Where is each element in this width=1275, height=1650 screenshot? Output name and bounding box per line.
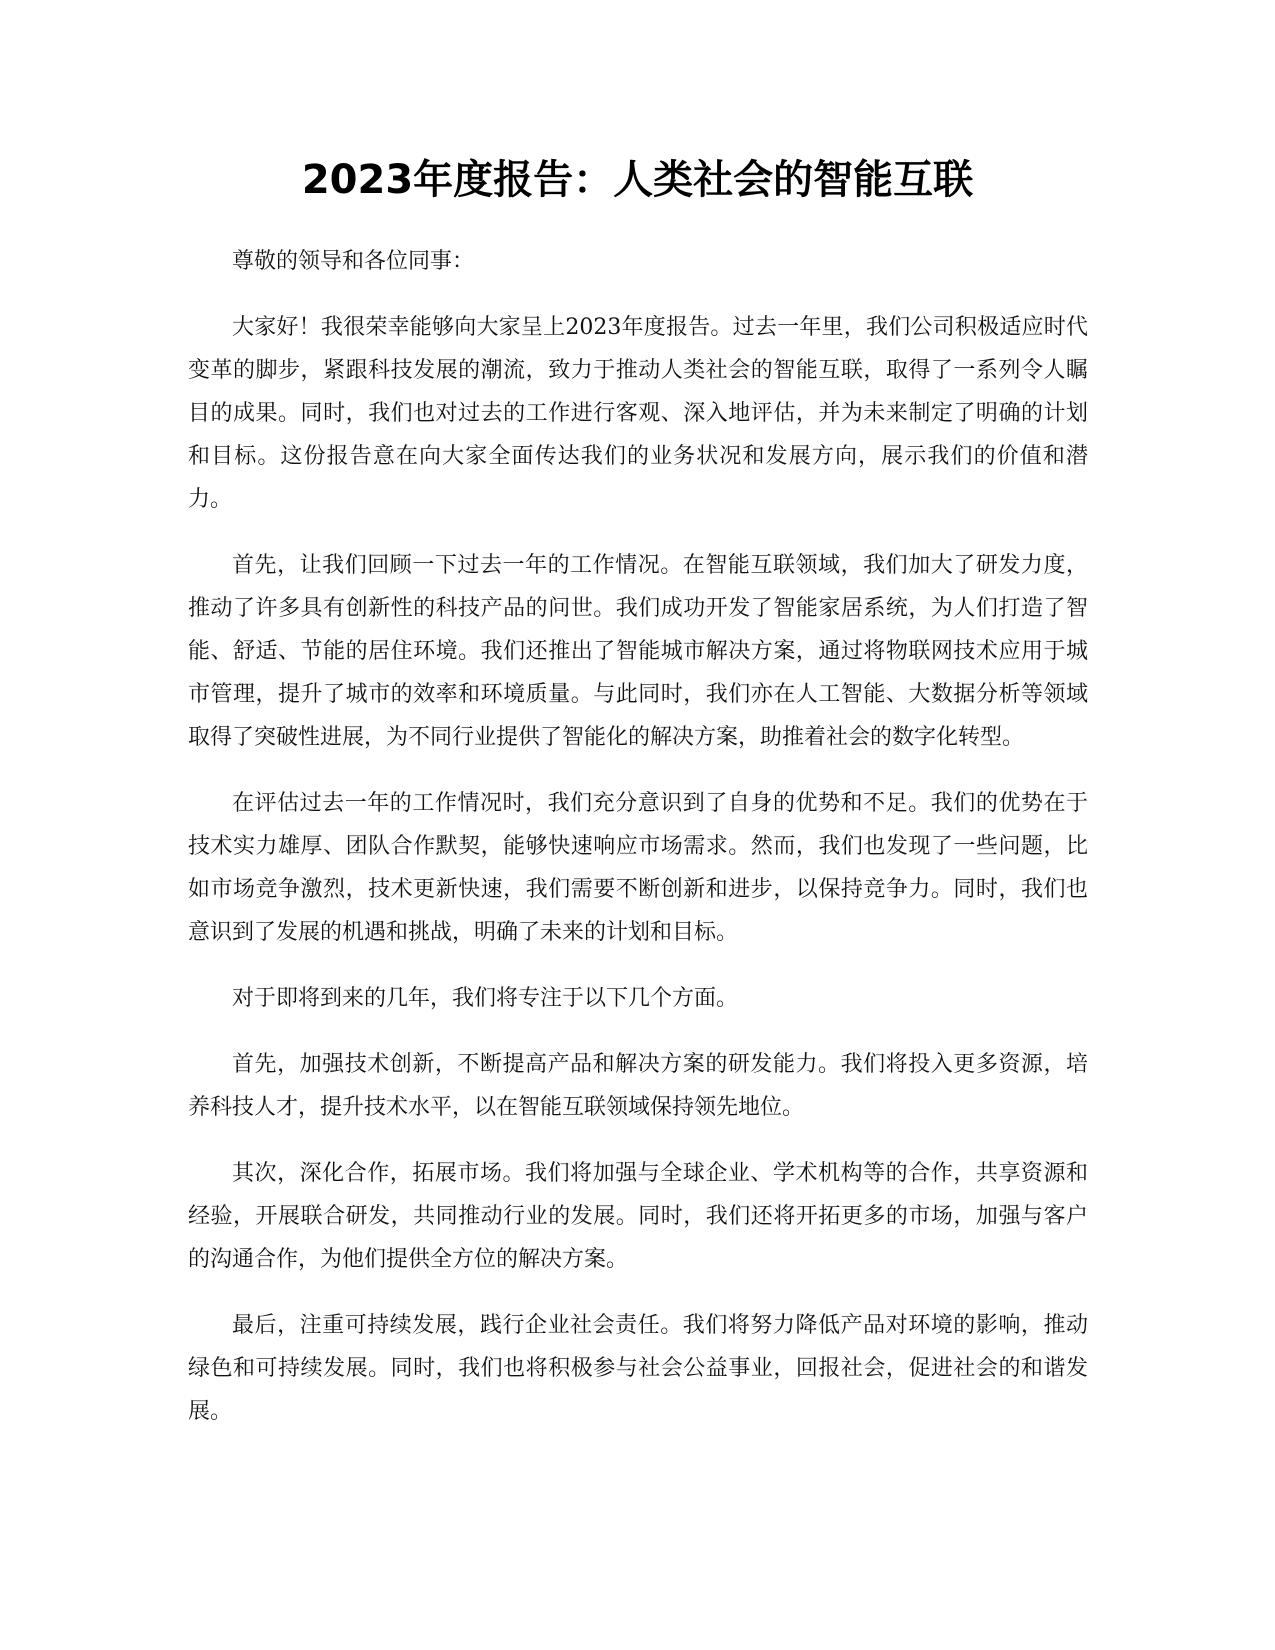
- cooperation-paragraph: 其次，深化合作，拓展市场。我们将加强与全球企业、学术机构等的合作，共享资源和经验，开展联合研发，共同推动行业的发展。同时，我们还将开拓更多的市场，加强与客户的沟通合作，为他们提供全方位的解决方案。: [188, 1161, 1088, 1272]
- sustainability-paragraph: 最后，注重可持续发展，践行企业社会责任。我们将努力降低产品对环境的影响，推动绿色和可持续发展。同时，我们也将积极参与社会公益事业，回报社会，促进社会的和谐发展。: [188, 1313, 1088, 1424]
- salutation-paragraph: 尊敬的领导和各位同事：: [232, 249, 475, 274]
- assessment-paragraph: 在评估过去一年的工作情况时，我们充分意识到了自身的优势和不足。我们的优势在于技术实力雄厚、团队合作默契，能够快速响应市场需求。然而，我们也发现了一些问题，比如市场竞争激烈，技术更新快速，我们需要不断创新和进步，以保持竞争力。同时，我们也意识到了发展的机遇和挑战，明确了未来的计划和目标。: [188, 791, 1088, 945]
- review-paragraph: 首先，让我们回顾一下过去一年的工作情况。在智能互联领域，我们加大了研发力度，推动了许多具有创新性的科技产品的问世。我们成功开发了智能家居系统，为人们打造了智能、舒适、节能的居住环境。我们还推出了智能城市解决方案，通过将物联网技术应用于城市管理，提升了城市的效率和环境质量。与此同时，我们亦在人工智能、大数据分析等领域取得了突破性进展，为不同行业提供了智能化的解决方案，助推着社会的数字化转型。: [188, 553, 1088, 750]
- document-title: 2023年度报告：人类社会的智能互联: [301, 157, 974, 203]
- intro-paragraph: 大家好！我很荣幸能够向大家呈上2023年度报告。过去一年里，我们公司积极适应时代变革的脚步，紧跟科技发展的潮流，致力于推动人类社会的智能互联，取得了一系列令人瞩目的成果。同时，我们也对过去的工作进行客观、深入地评估，并为未来制定了明确的计划和目标。这份报告意在向大家全面传达我们的业务状况和发展方向，展示我们的价值和潜力。: [188, 315, 1088, 512]
- outlook-paragraph: 对于即将到来的几年，我们将专注于以下几个方面。: [232, 986, 739, 1011]
- innovation-paragraph: 首先，加强技术创新，不断提高产品和解决方案的研发能力。我们将投入更多资源，培养科技人才，提升技术水平，以在智能互联领域保持领先地位。: [188, 1052, 1088, 1120]
- document-body: [188, 240, 1088, 1456]
